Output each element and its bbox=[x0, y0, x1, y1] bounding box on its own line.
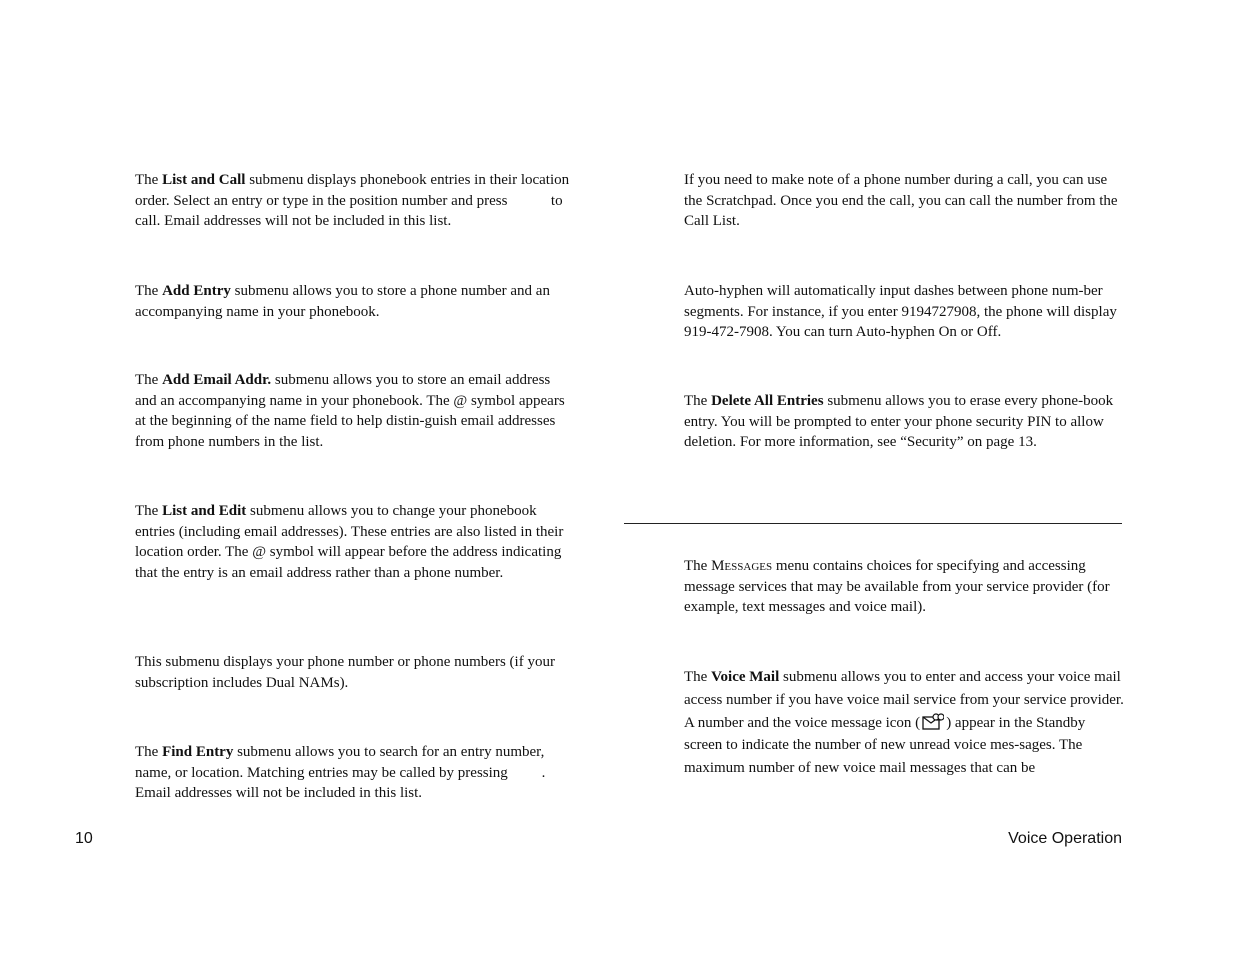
list-and-edit-paragraph bbox=[135, 501, 575, 584]
my-number-paragraph bbox=[135, 652, 575, 693]
list-and-edit-term: List and Edit bbox=[162, 503, 247, 519]
list-and-call-term: List and Call bbox=[162, 172, 246, 188]
voice-message-icon bbox=[922, 713, 944, 730]
scratchpad-paragraph bbox=[684, 170, 1124, 232]
text: The bbox=[135, 372, 163, 388]
section-divider bbox=[624, 523, 1122, 524]
footer-title: Voice Operation bbox=[1008, 830, 1122, 847]
messages-term: Messages bbox=[711, 558, 773, 574]
auto-hyphen-paragraph bbox=[684, 281, 1124, 343]
voice-mail-paragraph bbox=[684, 666, 1124, 780]
text: submenu allows you to store an email address and an accompanying name in your phonebook. The @ symbol appears at the beginning of the name field to help distin-guish email addresses from phone numbers in the list. bbox=[135, 372, 565, 451]
delete-all-term: Delete All Entries bbox=[711, 393, 824, 409]
add-entry-paragraph bbox=[135, 281, 575, 322]
text: The bbox=[135, 172, 163, 188]
text: submenu allows you to search for an entry number, name, or location. Matching entries may be called by pressing bbox=[135, 744, 545, 781]
text: menu contains choices for specifying and accessing message services that may be available from your service provider (for example, text messages and voice mail). bbox=[684, 558, 1110, 616]
text: This submenu displays your phone number or phone numbers (if your subscription includes Dual NAMs). bbox=[135, 654, 555, 691]
text: ) appear in the Standby screen to indicate the number of new unread voice mes-sages. The maximum number of new voice mail messages that can be bbox=[684, 714, 1086, 777]
find-entry-term: Find Entry bbox=[162, 744, 234, 760]
text: The bbox=[684, 669, 712, 685]
text: The bbox=[684, 393, 712, 409]
add-entry-term: Add Entry bbox=[162, 283, 231, 299]
text: . Email addresses will not be included in this list. bbox=[135, 764, 546, 802]
voice-mail-term: Voice Mail bbox=[711, 669, 780, 685]
list-and-call-paragraph bbox=[135, 170, 575, 232]
text: The bbox=[135, 744, 163, 760]
add-email-paragraph bbox=[135, 370, 575, 453]
page-number: 10 bbox=[75, 830, 93, 847]
delete-all-paragraph bbox=[684, 391, 1124, 453]
text: The bbox=[684, 558, 712, 574]
text: submenu allows you to change your phonebook entries (including email addresses). These entries are also listed in their location order. The @ symbol will appear before the address indicating that the entry is an email address rather than a phone number. bbox=[135, 503, 564, 582]
messages-paragraph bbox=[684, 556, 1124, 618]
text: If you need to make note of a phone number during a call, you can use the Scratchpad. Once you end the call, you can call the number from the Call List. bbox=[684, 172, 1118, 230]
text: Auto-hyphen will automatically input dashes between phone num-ber segments. For instance, if you enter 9194727908, the phone will display 919-472-7908. You can turn Auto-hyphen On or Off. bbox=[684, 283, 1117, 341]
text: submenu allows you to store a phone number and an accompanying name in your phonebook. bbox=[135, 283, 550, 320]
text: The bbox=[135, 283, 163, 299]
text: The bbox=[135, 503, 163, 519]
text: submenu allows you to enter and access your voice mail access number if you have voice mail service from your service provider. A number and the voice message icon ( bbox=[684, 669, 1124, 731]
text: to call. Email addresses will not be included in this list. bbox=[135, 192, 563, 230]
find-entry-paragraph bbox=[135, 742, 575, 804]
add-email-term: Add Email Addr. bbox=[162, 372, 272, 388]
text: submenu displays phonebook entries in their location order. Select an entry or type in the position number and press bbox=[135, 172, 570, 209]
text: submenu allows you to erase every phone-book entry. You will be prompted to enter your phone security PIN to allow deletion. For more information, see “Security” on page 13. bbox=[684, 393, 1114, 451]
